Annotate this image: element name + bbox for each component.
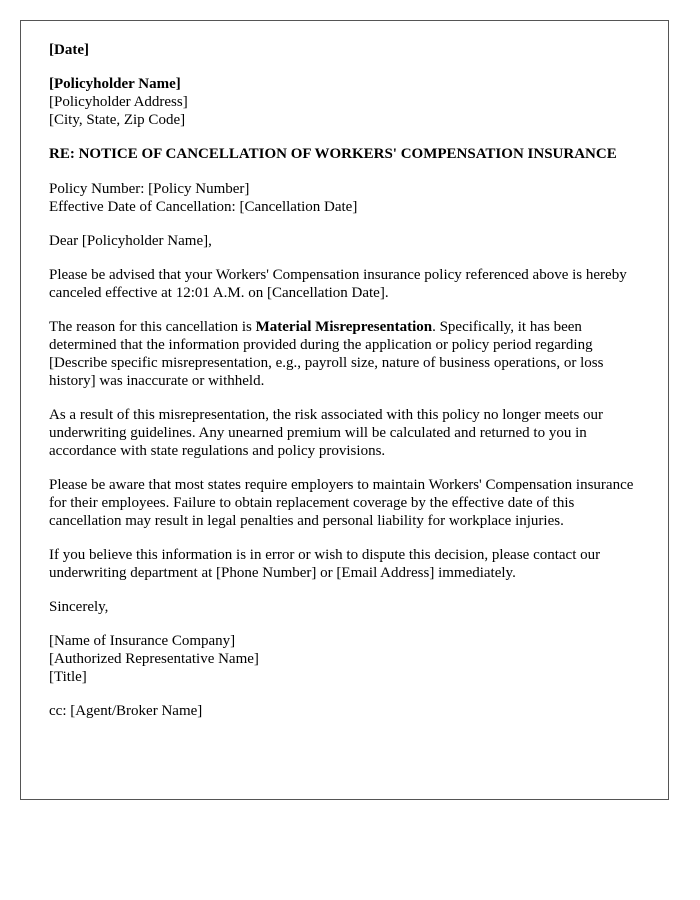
- recipient-name: [Policyholder Name]: [49, 76, 181, 92]
- paragraph-dispute-contact: If you believe this information is in error or wish to dispute this decision, please contact our underwriting department at [Phone Number] or [Email Address] immediately.: [49, 547, 601, 581]
- letter-date: [Date]: [49, 42, 89, 58]
- reason-prefix: The reason for this cancellation is: [49, 319, 256, 335]
- paragraph-cancellation-notice: Please be advised that your Workers' Compensation insurance policy referenced above is hereby canceled effective at 12:01 A.M. on [Cancellation Date].: [49, 267, 627, 301]
- signature-block: [49, 632, 648, 686]
- recipient-address: [Policyholder Address]: [49, 94, 188, 110]
- recipient-city-state-zip: [City, State, Zip Code]: [49, 112, 186, 128]
- salutation: Dear [Policyholder Name],: [49, 233, 212, 249]
- letter-subject: RE: NOTICE OF CANCELLATION OF WORKERS' COMPENSATION INSURANCE: [49, 146, 617, 162]
- recipient-block: [49, 75, 648, 129]
- paragraph-premium-refund: As a result of this misrepresentation, the risk associated with this policy no longer meets our underwriting guidelines. Any unearned premium will be calculated and returned to you in accordance with state regulations and policy provisions.: [49, 407, 604, 459]
- cc-line: cc: [Agent/Broker Name]: [49, 703, 203, 719]
- paragraph-cancellation-reason: [49, 318, 648, 390]
- signature-company: [Name of Insurance Company]: [49, 633, 236, 649]
- policy-details: [49, 180, 648, 216]
- signature-title: [Title]: [49, 669, 87, 685]
- reason-emphasis: Material Misrepresentation: [255, 319, 433, 335]
- paragraph-coverage-warning: Please be aware that most states require employers to maintain Workers' Compensation insurance for their employees. Failure to obtain replacement coverage by the effective date of this cancellation may result in legal penalties and personal liability for workplace injuries.: [49, 477, 634, 529]
- policy-number-line: Policy Number: [Policy Number]: [49, 181, 250, 197]
- signature-representative: [Authorized Representative Name]: [49, 651, 259, 667]
- reason-details: . Specifically, it has been determined that the information provided during the application or policy period regarding [Describe specific misrepresentation, e.g., payroll size, nature of business operations, or loss history] was inaccurate or withheld.: [49, 319, 604, 389]
- letter-page: [20, 20, 669, 800]
- closing: Sincerely,: [49, 599, 109, 615]
- effective-date-line: Effective Date of Cancellation: [Cancellation Date]: [49, 199, 358, 215]
